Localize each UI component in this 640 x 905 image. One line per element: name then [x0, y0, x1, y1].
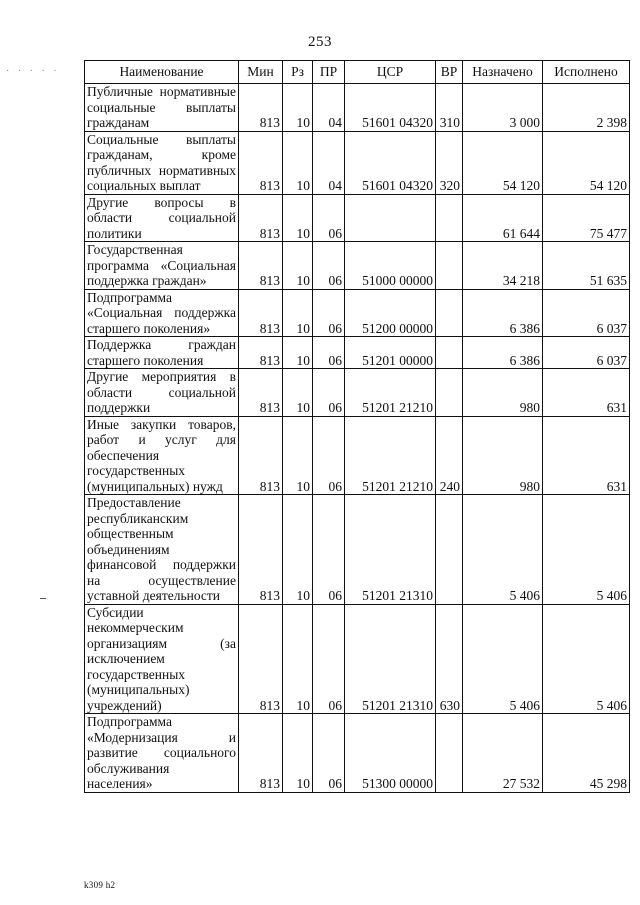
table-row — [85, 416, 630, 495]
table-row — [85, 369, 630, 417]
cell-name: Государственная программа «Социальная поддержка граждан» — [85, 242, 239, 290]
cell-csr: 51000 00000 — [345, 242, 436, 290]
cell-vr — [436, 289, 463, 337]
cell-executed: 6 037 — [543, 337, 630, 369]
header-pr: ПР — [313, 61, 345, 84]
cell-vr — [436, 242, 463, 290]
cell-rz: 10 — [283, 604, 313, 714]
cell-assigned: 34 218 — [463, 242, 543, 290]
cell-vr — [436, 337, 463, 369]
header-assigned: Назначено — [463, 61, 543, 84]
cell-min: 813 — [239, 495, 283, 605]
cell-pr: 04 — [313, 84, 345, 132]
cell-assigned: 980 — [463, 416, 543, 495]
table-row — [85, 289, 630, 337]
table-row — [85, 194, 630, 242]
cell-name: Другие мероприятия в области социальной поддержки — [85, 369, 239, 417]
cell-rz: 10 — [283, 84, 313, 132]
cell-min: 813 — [239, 242, 283, 290]
cell-rz: 10 — [283, 242, 313, 290]
cell-name: Подпрограмма «Социальная поддержка старшего поколения» — [85, 289, 239, 337]
cell-min: 813 — [239, 604, 283, 714]
cell-csr: 51201 00000 — [345, 337, 436, 369]
page-number: 253 — [308, 34, 332, 50]
cell-vr — [436, 495, 463, 605]
cell-vr — [436, 194, 463, 242]
budget-table — [84, 60, 630, 793]
cell-name: Субсидии некоммерческим организациям (за исключением государственных (муниципальных) учреждений) — [85, 604, 239, 714]
table-row — [85, 604, 630, 714]
cell-assigned: 5 406 — [463, 495, 543, 605]
cell-assigned: 5 406 — [463, 604, 543, 714]
cell-min: 813 — [239, 337, 283, 369]
cell-vr — [436, 714, 463, 793]
cell-name: Публичные нормативные социальные выплаты гражданам — [85, 84, 239, 132]
cell-rz: 10 — [283, 289, 313, 337]
cell-name: Подпрограмма «Модернизация и развитие социального обслуживания населения» — [85, 714, 239, 793]
cell-min: 813 — [239, 369, 283, 417]
cell-rz: 10 — [283, 337, 313, 369]
cell-min: 813 — [239, 289, 283, 337]
table-row — [85, 495, 630, 605]
header-rz: Рз — [283, 61, 313, 84]
table-row — [85, 714, 630, 793]
cell-name: Предоставление республиканским общественным объединениям финансовой поддержки на осуществление уставной деятельности — [85, 495, 239, 605]
cell-min: 813 — [239, 194, 283, 242]
cell-assigned: 980 — [463, 369, 543, 417]
cell-executed: 45 298 — [543, 714, 630, 793]
header-csr: ЦСР — [345, 61, 436, 84]
cell-vr: 240 — [436, 416, 463, 495]
cell-pr: 06 — [313, 416, 345, 495]
cell-min: 813 — [239, 131, 283, 194]
cell-name: Поддержка граждан старшего поколения — [85, 337, 239, 369]
cell-csr: 51601 04320 — [345, 131, 436, 194]
cell-csr: 51201 21310 — [345, 495, 436, 605]
cell-executed: 631 — [543, 416, 630, 495]
cell-vr: 320 — [436, 131, 463, 194]
header-min: Мин — [239, 61, 283, 84]
footer-code: k309 h2 — [84, 880, 116, 890]
cell-pr: 06 — [313, 337, 345, 369]
cell-csr: 51200 00000 — [345, 289, 436, 337]
cell-rz: 10 — [283, 495, 313, 605]
cell-pr: 06 — [313, 194, 345, 242]
cell-rz: 10 — [283, 416, 313, 495]
cell-name: Другие вопросы в области социальной политики — [85, 194, 239, 242]
cell-assigned: 61 644 — [463, 194, 543, 242]
scan-artifact-dash — [40, 598, 46, 599]
cell-vr: 630 — [436, 604, 463, 714]
cell-name: Социальные выплаты гражданам, кроме публичных нормативных социальных выплат — [85, 131, 239, 194]
scan-artifact-dots: · · · · · — [6, 66, 60, 77]
cell-assigned: 54 120 — [463, 131, 543, 194]
header-executed: Исполнено — [543, 61, 630, 84]
cell-min: 813 — [239, 714, 283, 793]
table-row — [85, 131, 630, 194]
cell-pr: 06 — [313, 289, 345, 337]
cell-executed: 5 406 — [543, 495, 630, 605]
cell-assigned: 6 386 — [463, 337, 543, 369]
cell-csr: 51201 21210 — [345, 369, 436, 417]
cell-executed: 631 — [543, 369, 630, 417]
cell-assigned: 3 000 — [463, 84, 543, 132]
cell-executed: 6 037 — [543, 289, 630, 337]
cell-rz: 10 — [283, 714, 313, 793]
header-name: Наименование — [85, 61, 239, 84]
cell-pr: 06 — [313, 714, 345, 793]
cell-pr: 06 — [313, 369, 345, 417]
table-row — [85, 84, 630, 132]
cell-csr — [345, 194, 436, 242]
cell-pr: 06 — [313, 242, 345, 290]
cell-rz: 10 — [283, 131, 313, 194]
table-row — [85, 337, 630, 369]
cell-assigned: 27 532 — [463, 714, 543, 793]
cell-assigned: 6 386 — [463, 289, 543, 337]
cell-rz: 10 — [283, 194, 313, 242]
cell-pr: 04 — [313, 131, 345, 194]
cell-csr: 51201 21210 — [345, 416, 436, 495]
cell-csr: 51601 04320 — [345, 84, 436, 132]
cell-min: 813 — [239, 84, 283, 132]
table-header-row — [85, 61, 630, 84]
cell-executed: 5 406 — [543, 604, 630, 714]
cell-executed: 54 120 — [543, 131, 630, 194]
table-row — [85, 242, 630, 290]
cell-rz: 10 — [283, 369, 313, 417]
cell-csr: 51300 00000 — [345, 714, 436, 793]
cell-min: 813 — [239, 416, 283, 495]
cell-pr: 06 — [313, 604, 345, 714]
cell-vr: 310 — [436, 84, 463, 132]
cell-executed: 51 635 — [543, 242, 630, 290]
cell-pr: 06 — [313, 495, 345, 605]
table-body — [85, 84, 630, 793]
cell-executed: 2 398 — [543, 84, 630, 132]
cell-name: Иные закупки товаров, работ и услуг для обеспечения государственных (муниципальных) нужд — [85, 416, 239, 495]
cell-csr: 51201 21310 — [345, 604, 436, 714]
cell-vr — [436, 369, 463, 417]
header-vr: ВР — [436, 61, 463, 84]
cell-executed: 75 477 — [543, 194, 630, 242]
